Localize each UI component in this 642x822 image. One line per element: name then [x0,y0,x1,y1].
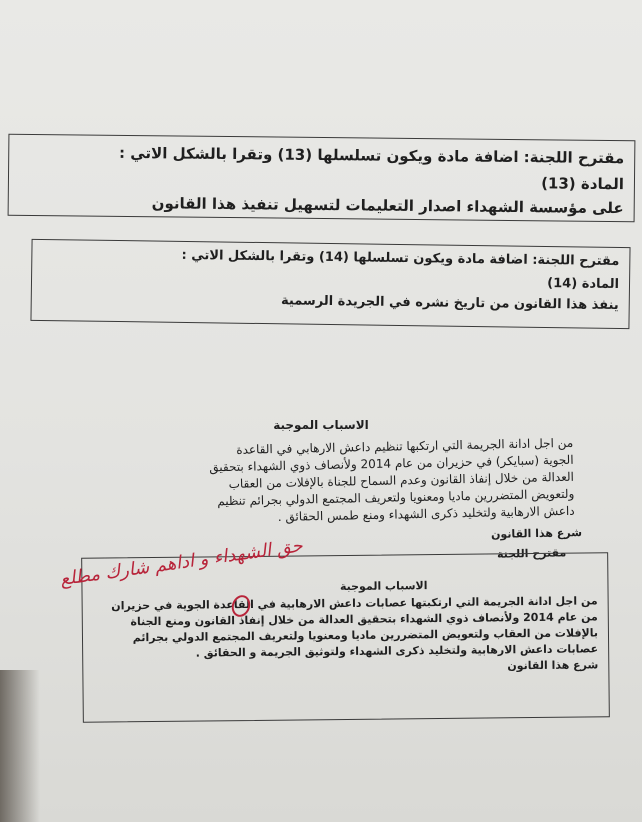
reasons-paragraph [73,435,575,530]
proposal-14-heading: مقترح اللجنة: اضافة مادة ويكون تسلسلها (14) وتقرا بالشكل الاتي : [181,247,620,270]
box3-line: شرع هذا القانون [507,658,599,673]
box3-body [93,593,599,678]
finger-shadow [0,670,40,822]
committee-proposal-article-13 [8,134,636,223]
proposal-13-heading: مقترح اللجنة: اضافة مادة ويكون تسلسلها (13) وتقرا بالشكل الاتي : [118,143,625,168]
box3-line: بالإفلات من العقاب ولتعويض المتضررين ماديا ومعنويا ولتعريف المجتمع الدولي بجرائم [132,626,599,645]
box3-title: الاسباب الموجبة [339,579,428,594]
law-enactment-note: شرع هذا القانون [490,526,583,541]
committee-proposal-reasons [81,552,610,723]
box3-line: عصابات داعش الارهابية ولتخليد ذكرى الشهداء ولتوثيق الجريمة و الحقائق . [195,642,599,660]
article-14-text: ينفذ هذا القانون من تاريخ نشره في الجريدة الرسمية [280,293,619,314]
reasons-line: العدالة من خلال إنفاذ القانون وعدم السماح للجناة بالإفلات من العقاب [228,469,575,491]
reasons-line: داعش الارهابية ولتخليد ذكرى الشهداء ومنع طمس الحقائق . [277,503,575,524]
article-13-text: على مؤسسة الشهداء اصدار التعليمات لتسهيل تنفيذ هذا القانون [151,194,624,218]
box3-line: من اجل ادانة الجريمة التي ارتكبتها عصابات داعش الارهابية في القاعدة الجوية في حزيران [111,594,598,613]
handwritten-annotation: حق الشهداء و اداهم شارك مطلع [58,535,305,591]
committee-proposal-article-14 [30,239,630,329]
reasons-line: الجوية (سبايكر) في حزيران من عام 2014 ولأنصاف ذوي الشهداء بتحقيق [209,452,574,475]
article-13-label: المادة (13) [541,174,625,194]
reasons-title: الاسباب الموجبة [273,418,369,432]
reasons-line: ولتعويض المتضررين ماديا ومعنويا ولتعريف المجتمع الدولي بجرائم تنظيم [217,486,575,509]
committee-proposal-label: مقترح اللجنة [496,546,567,561]
box3-line: من عام 2014 ولأنصاف ذوي الشهداء بتحقيق العدالة من خلال إنفاذ القانون ومنع الجناة [130,610,598,629]
article-14-label: المادة (14) [547,276,620,293]
reasons-line: من اجل ادانة الجريمة التي ارتكبها تنظيم داعش الارهابي في القاعدة [236,435,574,457]
